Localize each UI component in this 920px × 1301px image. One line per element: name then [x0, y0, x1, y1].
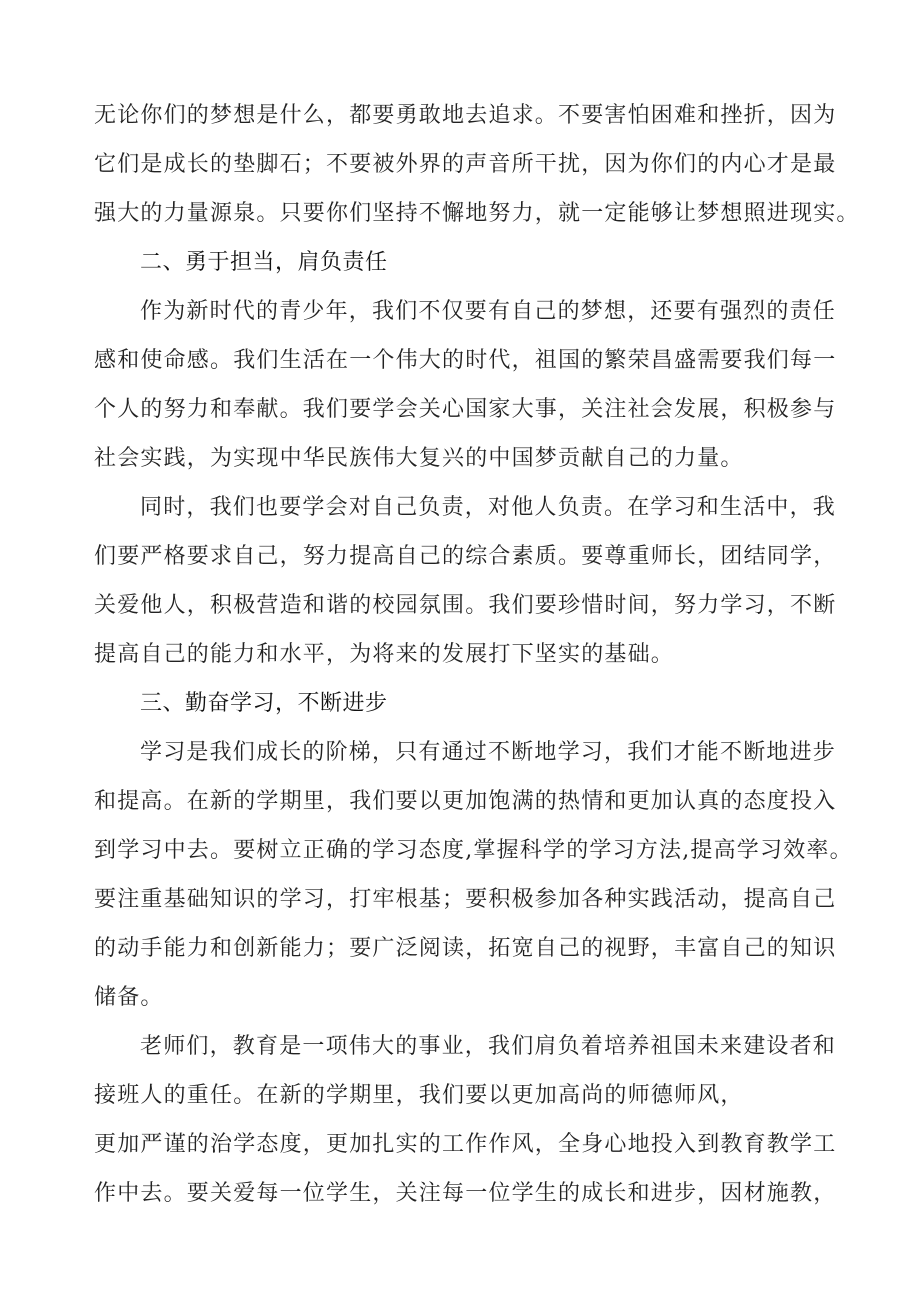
paragraph-line: 要注重基础知识的学习，打牢根基；要积极参加各种实践活动，提高自己: [94, 887, 837, 912]
paragraph-line: 到学习中去。要树立正确的学习态度,掌握科学的学习方法,提高学习效率。: [94, 838, 853, 863]
paragraph-line: 同时，我们也要学会对自己负责，对他人负责。在学习和生活中，我: [140, 495, 837, 520]
paragraph-line: 学习是我们成长的阶梯，只有通过不断地学习，我们才能不断地进步: [140, 740, 837, 765]
paragraph-line: 老师们，教育是一项伟大的事业，我们肩负着培养祖国未来建设者和: [140, 1034, 837, 1059]
paragraph-line: 社会实践，为实现中华民族伟大复兴的中国梦贡献自己的力量。: [94, 446, 744, 471]
paragraph-line: 和提高。在新的学期里，我们要以更加饱满的热情和更加认真的态度投入: [94, 789, 837, 814]
paragraph-line: 更加严谨的治学态度，更加扎实的工作作风，全身心地投入到教育教学工: [94, 1132, 837, 1157]
paragraph-line: 作为新时代的青少年，我们不仅要有自己的梦想，还要有强烈的责任: [140, 299, 837, 324]
paragraph-line: 它们是成长的垫脚石；不要被外界的声音所干扰，因为你们的内心才是最: [94, 152, 837, 177]
paragraph-line: 提高自己的能力和水平，为将来的发展打下坚实的基础。: [94, 642, 675, 667]
paragraph-line: 感和使命感。我们生活在一个伟大的时代，祖国的繁荣昌盛需要我们每一: [94, 348, 837, 373]
paragraph-line: 无论你们的梦想是什么，都要勇敢地去追求。不要害怕困难和挫折，因为: [94, 103, 837, 128]
paragraph-line: 们要严格要求自己，努力提高自己的综合素质。要尊重师长，团结同学，: [94, 544, 837, 569]
paragraph-line: 关爱他人，积极营造和谐的校园氛围。我们要珍惜时间，努力学习，不断: [94, 593, 837, 618]
paragraph-line: 接班人的重任。在新的学期里，我们要以更加高尚的师德师风，: [94, 1083, 744, 1108]
section-heading-3: 三、勤奋学习，不断进步: [140, 691, 388, 716]
section-heading-2: 二、勇于担当，肩负责任: [140, 250, 388, 275]
paragraph-line: 个人的努力和奉献。我们要学会关心国家大事，关注社会发展，积极参与: [94, 397, 837, 422]
paragraph-line: 的动手能力和创新能力；要广泛阅读，拓宽自己的视野，丰富自己的知识: [94, 936, 837, 961]
paragraph-line: 储备。: [94, 985, 164, 1010]
paragraph-line: 强大的力量源泉。只要你们坚持不懈地努力，就一定能够让梦想照进现实。: [94, 201, 860, 226]
paragraph-line: 作中去。要关爱每一位学生，关注每一位学生的成长和进步，因材施教，: [94, 1181, 837, 1206]
